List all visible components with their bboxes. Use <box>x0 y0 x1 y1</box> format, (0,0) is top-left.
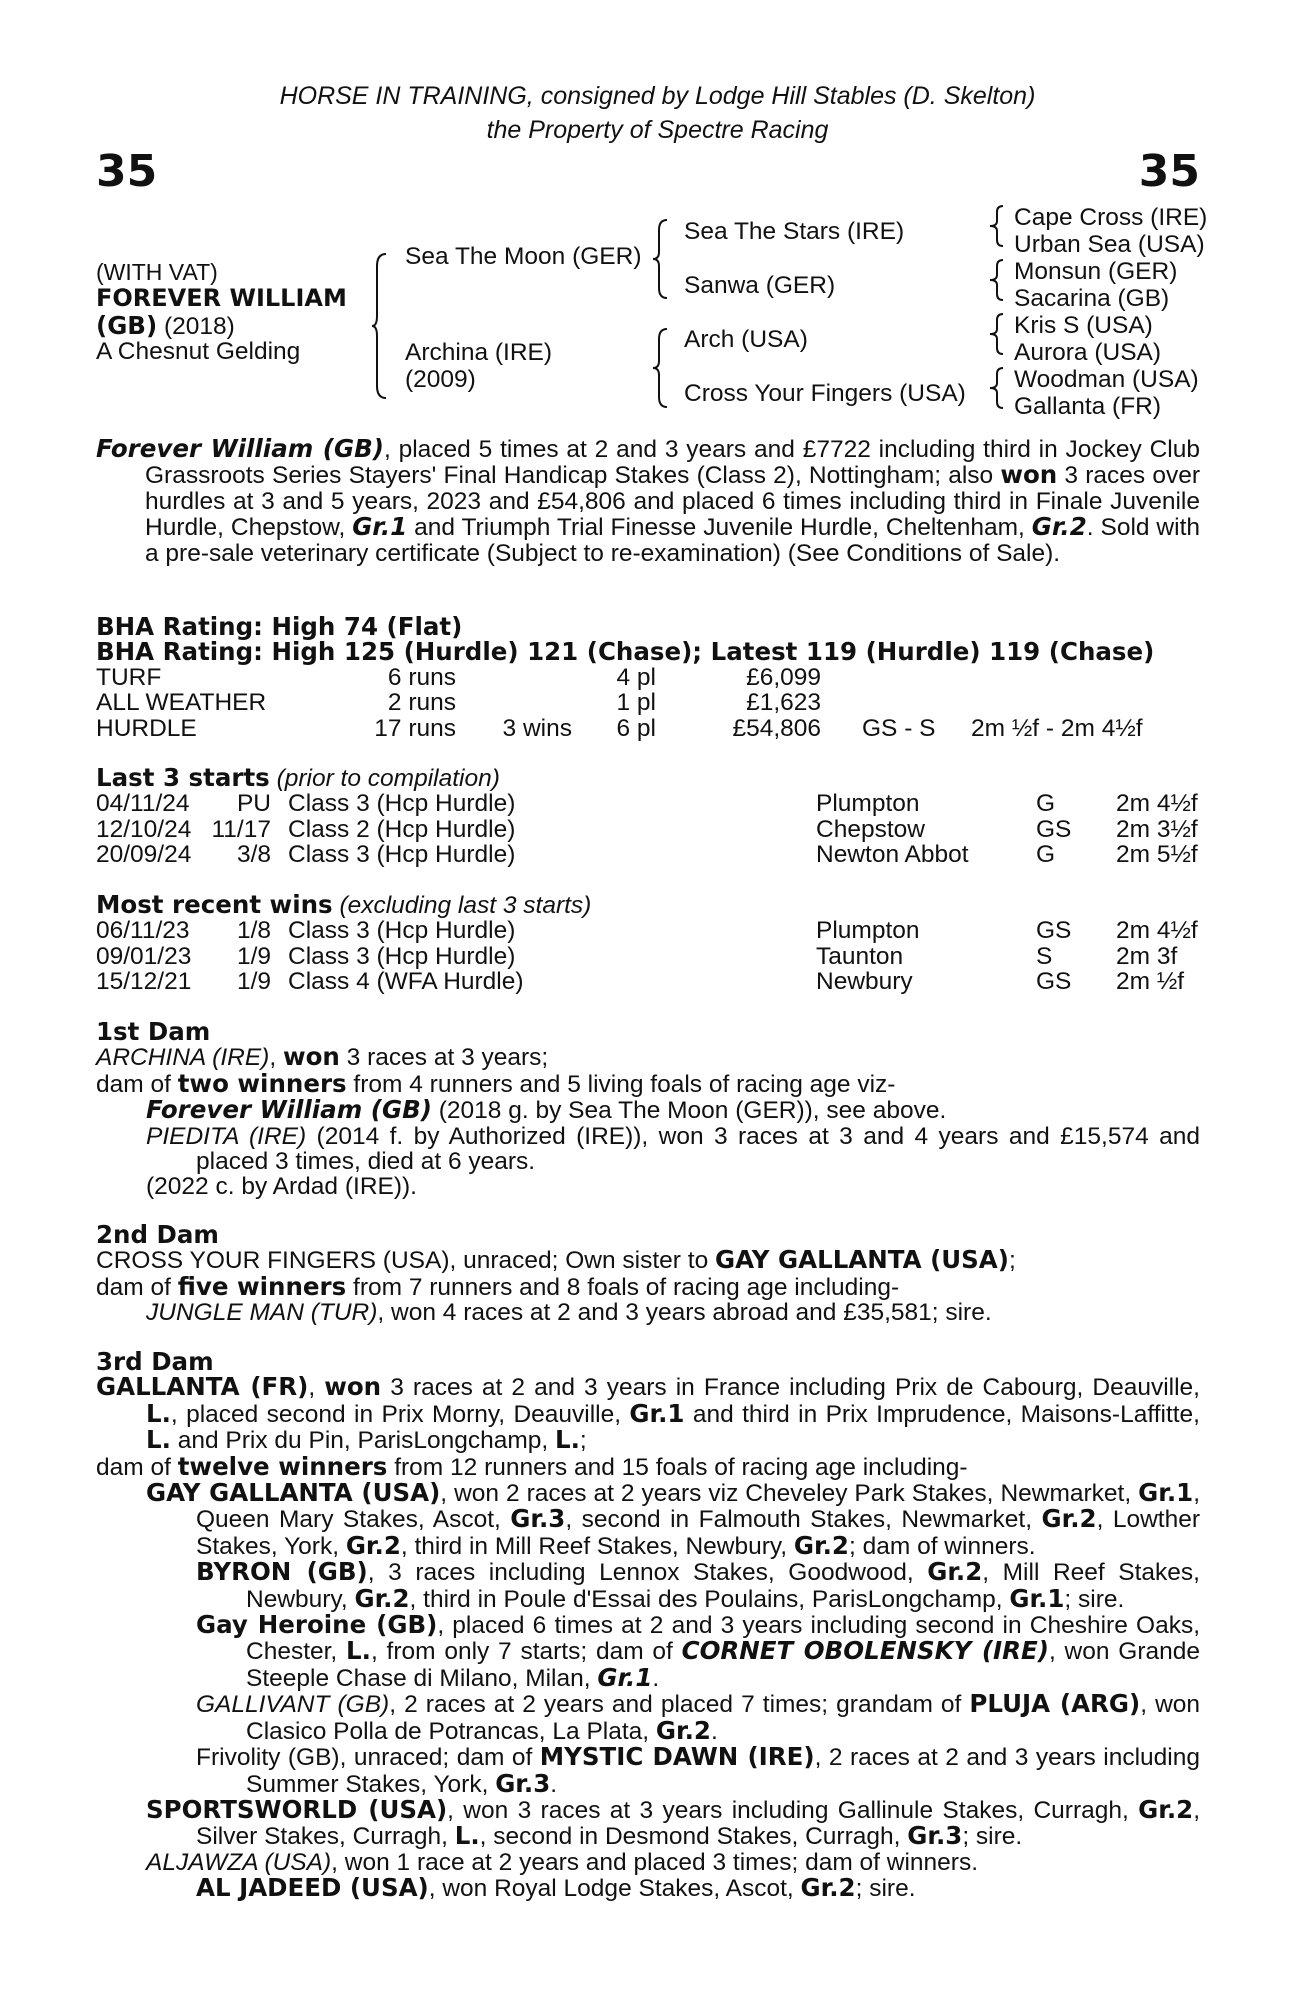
recent-row-race: Class 4 (WFA Hurdle) <box>288 968 524 996</box>
horse-year: (2018) <box>164 313 235 340</box>
last3-row-dist: 2m 3½f <box>1116 815 1198 843</box>
dam3-sportsworld: SPORTSWORLD (USA), won 3 races at 3 years including Gallinule Stakes, Curragh, Gr.2, Silver Stakes, Curragh, L., second in Desmond Stakes, Curragh, Gr.3; sire. <box>146 1794 1200 1851</box>
recent-row-race: Class 3 (Hcp Hurdle) <box>288 942 516 970</box>
pedigree-bracket-g2 <box>990 258 1006 304</box>
dam1-foal-2: PIEDITA (IRE) (2014 f. by Authorized (IRE)), won 3 races at 3 and 4 years and £15,574 and placed 3 times, died at 6 years. <box>146 1122 1200 1176</box>
last3-row-pos: PU <box>236 790 271 818</box>
second-dam-section: 2nd Dam CROSS YOUR FINGERS (USA), unraced; Own sister to GAY GALLANTA (USA); dam of five winners from 7 runners and 8 foals of racing age including- JUNGLE MAN (TUR), won 4 races at 2 and 3 years abroad and £35,581; sire. <box>96 1222 1200 1326</box>
rating-row <box>96 665 1216 690</box>
recent-row-course: Newbury <box>816 968 913 996</box>
last3-title: Last 3 starts <box>96 763 270 792</box>
last3-row-course: Plumpton <box>816 790 920 818</box>
bha-rating-jumps: BHA Rating: High 125 (Hurdle) 121 (Chase); Latest 119 (Hurdle) 119 (Chase) <box>96 637 1155 667</box>
pedigree-g4: Sacarina (GB) <box>1014 285 1170 312</box>
pedigree-g8: Gallanta (FR) <box>1014 393 1162 420</box>
dam2-produce-1: JUNGLE MAN (TUR), won 4 races at 2 and 3 years abroad and £35,581; sire. <box>146 1299 992 1327</box>
last3-row <box>96 817 1216 842</box>
dam3-byron: BYRON (GB), 3 races including Lennox Stakes, Goodwood, Gr.2, Mill Reef Stakes, Newbury, Gr.2, third in Poule d'Essai des Poulains, ParisLongchamp, Gr.1; sire. <box>196 1557 1200 1613</box>
pedigree-bracket-main <box>372 252 392 400</box>
pedigree-bracket-g4 <box>990 366 1006 412</box>
race-summary: Forever William (GB), placed 5 times at 2 and 3 years and £7722 including third in Jockey Club Grassroots Series Stayers' Final Handicap Stakes (Class 2), Nottingham; also won 3 races over hurdles at 3 and 5 years, 2023 and £54,806 and placed 6 times including third in Finale Juvenile Hurdle, Chepstow, Gr.1 and Triumph Trial Finesse Juvenile Hurdle, Cheltenham, Gr.2. Sold with a pre-sale veterinary certificate (Subject to re-examination) (See Conditions of Sale). <box>96 434 1200 567</box>
rating-row-type: TURF <box>96 663 162 691</box>
pedigree-g5: Kris S (USA) <box>1014 312 1153 339</box>
dam1-title: 1st Dam <box>96 1017 211 1046</box>
dam3-gallanta: GALLANTA (FR), won 3 races at 2 and 3 years in France including Prix de Cabourg, Deauville, L., placed second in Prix Morny, Deauville, Gr.1 and third in Prix Imprudence, Maisons-Laffitte, L. and Prix du Pin, ParisLongchamp, L.; <box>96 1372 1200 1455</box>
recent-note: (excluding last 3 starts) <box>339 892 592 919</box>
horse-origin-year <box>96 311 235 341</box>
rating-row-type: HURDLE <box>96 714 197 742</box>
last3-row-race: Class 3 (Hcp Hurdle) <box>288 790 516 818</box>
last3-row-date: 20/09/24 <box>96 841 192 869</box>
recent-row-going: GS <box>1036 917 1072 945</box>
rating-row <box>96 716 1216 741</box>
rating-row-money: £1,623 <box>746 689 821 717</box>
last3-row-dist: 2m 5½f <box>1116 841 1198 869</box>
pedigree-dam-dam: Cross Your Fingers (USA) <box>684 380 966 407</box>
pedigree-g3: Monsun (GER) <box>1014 258 1178 285</box>
pedigree-bracket-sire <box>653 218 673 300</box>
rating-row <box>96 690 1216 715</box>
vat-note: (WITH VAT) <box>96 259 218 285</box>
last3-table <box>96 791 1216 867</box>
summary-horse-name: Forever William (GB) <box>96 434 384 463</box>
recent-row-date: 15/12/21 <box>96 968 192 996</box>
last3-row-date: 04/11/24 <box>96 790 190 818</box>
bha-rating-flat: BHA Rating: High 74 (Flat) <box>96 612 463 641</box>
dam1-foal-1: Forever William (GB) (2018 g. by Sea The Moon (GER)), see above. <box>146 1095 947 1125</box>
pedigree-sire-sire: Sea The Stars (IRE) <box>684 218 905 245</box>
rating-row-money: £6,099 <box>746 663 821 691</box>
rating-row-money: £54,806 <box>732 714 821 742</box>
dam1-foal-3: (2022 c. by Ardad (IRE)). <box>146 1173 417 1201</box>
pedigree-sire: Sea The Moon (GER) <box>405 243 642 270</box>
rating-row-type: ALL WEATHER <box>96 689 267 717</box>
recent-row <box>96 944 1216 969</box>
last3-row-race: Class 3 (Hcp Hurdle) <box>288 841 516 869</box>
last3-row-race: Class 2 (Hcp Hurdle) <box>288 815 516 843</box>
recent-row-dist: 2m ½f <box>1116 968 1185 996</box>
recent-row-date: 06/11/23 <box>96 917 190 945</box>
first-dam-section: 1st Dam ARCHINA (IRE), won 3 races at 3 years; dam of two winners from 4 runners and 5 living foals of racing age viz- Forever William (GB) (2018 g. by Sea The Moon (GER)), see above. PIEDITA (IRE) (2014 f. by Authorized (IRE)), won 3 races at 3 and 4 years and £15,574 and placed 3 times, died at 6 years. (2022 c. by Ardad (IRE)). <box>96 1017 1200 1201</box>
last3-row-date: 12/10/24 <box>96 815 192 843</box>
recent-row-going: S <box>1036 942 1053 970</box>
recent-row-dist: 2m 3f <box>1116 942 1178 970</box>
rating-row-pl: 1 pl <box>616 689 656 717</box>
last3-row <box>96 791 1216 816</box>
recent-row-pos: 1/8 <box>236 917 271 945</box>
dam3-frivolity: Frivolity (GB), unraced; dam of MYSTIC DAWN (IRE), 2 races at 2 and 3 years including Summer Stakes, York, Gr.3. <box>196 1742 1200 1798</box>
dam3-title: 3rd Dam <box>96 1347 214 1376</box>
pedigree-g7: Woodman (USA) <box>1014 366 1199 393</box>
horse-origin: (GB) <box>96 311 158 340</box>
third-dam-section: 3rd Dam GALLANTA (FR), won 3 races at 2 and 3 years in France including Prix de Cabourg, Deauville, L., placed second in Prix Morny, Deauville, Gr.1 and third in Prix Imprudence, Maisons-Laffitte, L. and Prix du Pin, ParisLongchamp, L.; dam of twelve winners from 12 runners and 15 foals of racing age including- GAY GALLANTA (USA), won 2 races at 2 years viz Cheveley Park Stakes, Newmarket, Gr.1, Queen Mary Stakes, Ascot, Gr.3, second in Falmouth Stakes, Newmarket, Gr.2, Lowther Stakes, York, Gr.2, third in Mill Reef Stakes, Newbury, Gr.2; dam of winners. BYRON (GB), 3 races including Lennox Stakes, Goodwood, Gr.2, Mill Reef Stakes, Newbury, Gr.2, third in Poule d'Essai des Poulains, ParisLongchamp, Gr.1; sire. Gay Heroine (GB), placed 6 times at 2 and 3 years including second in Cheshire Oaks, Chester, L., from only 7 starts; dam of CORNET OBOLENSKY (IRE), won Grande Steeple Chase di Milano, Milan, Gr.1. GALLIVANT (GB), 2 races at 2 years and placed 7 times; grandam of PLUJA (ARG), won Clasico Polla de Potrancas, La Plata, Gr.2. Frivolity (GB), unraced; dam of MYSTIC DAWN (IRE), 2 races at 2 and 3 years including Summer Stakes, York, Gr.3. SPORTSWORLD (USA), won 3 races at 3 years including Gallinule Stakes, Curragh, Gr.2, Silver Stakes, Curragh, L., second in Desmond Stakes, Curragh, Gr.3; sire. ALJAWZA (USA), won 1 race at 2 years and placed 3 times; dam of winners. AL JADEED (USA), won Royal Lodge Stakes, Ascot, Gr.2; sire. <box>96 1347 1201 1903</box>
pedigree-g1: Cape Cross (IRE) <box>1014 204 1208 231</box>
recent-row-course: Taunton <box>816 942 904 970</box>
recent-title: Most recent wins <box>96 890 333 919</box>
dam3-gay-heroine: Gay Heroine (GB), placed 6 times at 2 and 3 years including second in Cheshire Oaks, Chester, L., from only 7 starts; dam of CORNET OBOLENSKY (IRE), won Grande Steeple Chase di Milano, Milan, Gr.1. <box>196 1610 1200 1692</box>
rating-row-runs: 17 runs <box>374 714 456 742</box>
recent-row-dist: 2m 4½f <box>1116 917 1198 945</box>
rating-row-dist: 2m ½f - 2m 4½f <box>971 714 1143 742</box>
lot-number-left: 35 <box>96 146 158 197</box>
horse-description: A Chesnut Gelding <box>96 338 301 365</box>
last3-row-pos: 11/17 <box>211 815 271 843</box>
rating-row-runs: 2 runs <box>387 689 456 717</box>
most-recent-wins <box>96 892 1216 995</box>
ratings-table <box>96 665 1216 741</box>
last3-row-course: Newton Abbot <box>816 841 969 869</box>
dam3-gallivant: GALLIVANT (GB), 2 races at 2 years and placed 7 times; grandam of PLUJA (ARG), won Clasico Polla de Potrancas, La Plata, Gr.2. <box>196 1689 1201 1745</box>
last-3-starts <box>96 765 1216 868</box>
last3-row <box>96 842 1216 867</box>
dam3-gay-gallanta: GAY GALLANTA (USA), won 2 races at 2 years viz Cheveley Park Stakes, Newmarket, Gr.1, Queen Mary Stakes, Ascot, Gr.3, second in Falmouth Stakes, Newmarket, Gr.2, Lowther Stakes, York, Gr.2, third in Mill Reef Stakes, Newbury, Gr.2; dam of winners. <box>146 1478 1201 1560</box>
rating-row-wins: 3 wins <box>502 714 572 742</box>
last3-note: (prior to compilation) <box>276 765 500 792</box>
recent-row <box>96 918 1216 943</box>
dam3-aljawza: ALJAWZA (USA), won 1 race at 2 years and placed 3 times; dam of winners. <box>146 1848 978 1876</box>
last3-row-course: Chepstow <box>816 815 925 843</box>
header-property: the Property of Spectre Racing <box>486 116 829 144</box>
pedigree-g2: Urban Sea (USA) <box>1014 231 1205 258</box>
recent-row-going: GS <box>1036 968 1072 996</box>
pedigree-g6: Aurora (USA) <box>1014 339 1162 366</box>
recent-table <box>96 918 1216 994</box>
pedigree-dam-sire: Arch (USA) <box>684 326 808 353</box>
pedigree-dam: Archina (IRE) <box>405 339 553 366</box>
rating-row-pl: 6 pl <box>616 714 656 742</box>
header-consignor: HORSE IN TRAINING, consigned by Lodge Hill Stables (D. Skelton) <box>279 82 1036 110</box>
dam3-al-jadeed: AL JADEED (USA), won Royal Lodge Stakes, Ascot, Gr.2; sire. <box>196 1873 916 1903</box>
recent-row-pos: 1/9 <box>236 968 271 996</box>
recent-row-course: Plumpton <box>816 917 920 945</box>
pedigree-bracket-g3 <box>990 312 1006 358</box>
rating-row-pl: 4 pl <box>616 663 656 691</box>
recent-row-race: Class 3 (Hcp Hurdle) <box>288 917 516 945</box>
last3-row-pos: 3/8 <box>236 841 271 869</box>
pedigree-dam-year: (2009) <box>405 366 476 393</box>
pedigree-bracket-g1 <box>990 204 1006 250</box>
last3-row-going: GS <box>1036 815 1072 843</box>
dam2-title: 2nd Dam <box>96 1220 219 1249</box>
recent-row <box>96 969 1216 994</box>
recent-row-pos: 1/9 <box>236 942 271 970</box>
last3-row-going: G <box>1036 790 1056 818</box>
dam1-name: ARCHINA (IRE) <box>96 1044 270 1072</box>
recent-row-date: 09/01/23 <box>96 942 192 970</box>
ratings-section <box>96 614 1216 741</box>
pedigree-sire-dam: Sanwa (GER) <box>684 272 836 299</box>
last3-row-going: G <box>1036 841 1056 869</box>
rating-row-going: GS - S <box>862 714 936 742</box>
horse-name: FOREVER WILLIAM <box>96 284 347 312</box>
last3-row-dist: 2m 4½f <box>1116 790 1198 818</box>
rating-row-runs: 6 runs <box>387 663 456 691</box>
pedigree-bracket-dam <box>653 327 673 409</box>
lot-number-right: 35 <box>1138 146 1200 197</box>
